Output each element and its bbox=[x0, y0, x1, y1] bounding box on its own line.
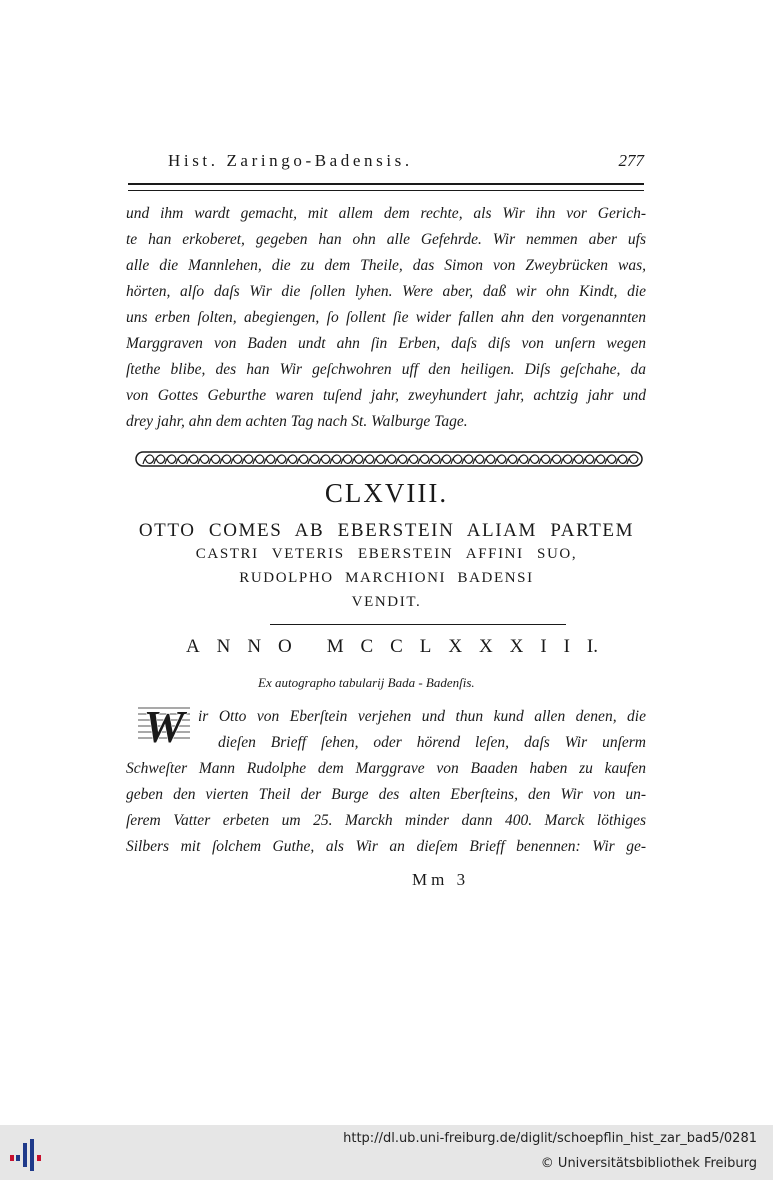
text-line: und ihm wardt gemacht, mit allem dem rechte, als Wir ihn vor Gerich- bbox=[126, 205, 646, 222]
rope-twist bbox=[583, 455, 594, 464]
rope-twist bbox=[231, 455, 242, 464]
rope-twist bbox=[264, 455, 275, 464]
text-line: dieſen Brieff ſehen, oder hörend leſen, daſs Wir unſerm bbox=[218, 734, 646, 751]
rope-twist bbox=[143, 455, 154, 464]
rope-twist bbox=[352, 455, 363, 464]
charter-title-line: VENDIT. bbox=[351, 594, 422, 610]
rope-twist bbox=[154, 455, 165, 464]
rope-twist bbox=[165, 455, 176, 464]
running-header bbox=[128, 151, 644, 177]
rope-twist bbox=[198, 455, 209, 464]
year-letter: A bbox=[186, 636, 200, 657]
text-line: drey jahr, ahn dem achten Tag nach St. Walburge Tage. bbox=[126, 413, 468, 430]
rope-twist bbox=[495, 455, 506, 464]
year-letter: I bbox=[563, 636, 570, 657]
year-letter: I bbox=[540, 636, 547, 657]
year-letter: N bbox=[247, 636, 262, 657]
rope-twist bbox=[473, 455, 484, 464]
year-letter: I. bbox=[586, 636, 598, 657]
rope-twist bbox=[418, 455, 429, 464]
rope-twist bbox=[385, 455, 396, 464]
rope-twist bbox=[341, 455, 352, 464]
rope-twist bbox=[462, 455, 473, 464]
year-letter: C bbox=[390, 636, 403, 657]
rope-twist bbox=[286, 455, 297, 464]
rope-twist bbox=[484, 455, 495, 464]
text-line: geben den vierten Theil der Burge des alten Eberſteins, den Wir von un- bbox=[126, 786, 646, 803]
charter-title-line: CASTRI VETERIS EBERSTEIN AFFINI SUO, bbox=[195, 546, 578, 562]
year-letter: L bbox=[419, 636, 432, 657]
text-line: hörten, alſo daſs Wir die ſollen lyhen. Were aber, daß wir ohn Kindt, die bbox=[126, 283, 646, 300]
viewer-footer bbox=[0, 1125, 773, 1180]
signature-mark: Mm 3 bbox=[412, 870, 470, 889]
initial-letter: W bbox=[143, 701, 185, 746]
rope-twist bbox=[517, 455, 528, 464]
year-letter: N bbox=[216, 636, 231, 657]
source-note: Ex autographo tabularij Bada - Badenſis. bbox=[258, 675, 475, 690]
rope-twist bbox=[308, 455, 319, 464]
text-line: Marggraven von Baden undt ahn ſin Erben, daſs diſs von unſern wegen bbox=[126, 335, 646, 352]
rope-twist bbox=[594, 455, 605, 464]
rope-twist bbox=[429, 455, 440, 464]
year-letter: O bbox=[278, 636, 292, 657]
charter-title-line: RUDOLPHO MARCHIONI BADENSI bbox=[239, 570, 534, 586]
charter-year bbox=[186, 636, 598, 658]
rope-twist bbox=[407, 455, 418, 464]
rope-twist bbox=[176, 455, 187, 464]
rope-twist bbox=[550, 455, 561, 464]
page-number: 277 bbox=[618, 151, 644, 170]
charter-title-line: OTTO COMES AB EBERSTEIN ALIAM PARTEM bbox=[138, 520, 635, 541]
text-line: Silbers mit ſolchem Guthe, als Wir an dieſem Brieff benennen: Wir ge- bbox=[126, 838, 646, 855]
rope-twist bbox=[539, 455, 550, 464]
header-rule bbox=[128, 183, 644, 191]
rope-twist bbox=[374, 455, 385, 464]
running-title: Hist. Zaringo-Badensis. bbox=[168, 151, 413, 170]
charter-number: CLXVIII. bbox=[324, 478, 449, 508]
text-line: uns erben ſolten, abegiengen, ſo ſollent ſie wider fallen ahn den vorgenannten bbox=[126, 309, 646, 326]
text-line: alle die Mannlehen, die zu dem Theile, das Simon von Zweybrücken was, bbox=[126, 257, 646, 274]
rope-twist bbox=[451, 455, 462, 464]
rope-twist bbox=[253, 455, 264, 464]
year-letter: C bbox=[360, 636, 374, 657]
rope-twist bbox=[330, 455, 341, 464]
text-line: von Gottes Geburthe waren tuſend jahr, zweyhundert jahr, achtzig jahr und bbox=[126, 387, 646, 404]
rope-twist bbox=[297, 455, 308, 464]
rope-twist bbox=[220, 455, 231, 464]
rope-twist bbox=[363, 455, 374, 464]
continuation-text bbox=[126, 201, 646, 435]
rope-twist bbox=[319, 455, 330, 464]
rope-twist bbox=[528, 455, 539, 464]
rope-twist bbox=[396, 455, 407, 464]
rope-twist bbox=[572, 455, 583, 464]
rope-twist bbox=[440, 455, 451, 464]
source-url-link[interactable]: http://dl.ub.uni-freiburg.de/diglit/schoepflin_hist_zar_bad5/0281 bbox=[343, 1131, 757, 1146]
text-line: ſtethe blibe, des han Wir geſchwohren uff den heiligen. Diſs geſchahe, da bbox=[126, 361, 646, 378]
year-letter: X bbox=[509, 636, 524, 657]
rope-twist bbox=[506, 455, 517, 464]
rope-twist bbox=[242, 455, 253, 464]
year-letter: M bbox=[326, 636, 344, 657]
rope-twist bbox=[561, 455, 572, 464]
year-letter: X bbox=[479, 636, 493, 657]
text-line: ſerem Vatter erbeten um 25. Marckh minder dann 400. Marck löthiges bbox=[126, 812, 646, 829]
title-rule bbox=[270, 624, 566, 625]
ornament-divider-icon bbox=[135, 449, 643, 469]
rope-twist bbox=[187, 455, 198, 464]
rope-twist bbox=[627, 455, 638, 464]
rope-twist bbox=[275, 455, 286, 464]
year-letter: X bbox=[448, 636, 463, 657]
text-line: ir Otto von Eberſtein verjehen und thun kund allen denen, die bbox=[198, 708, 646, 725]
text-line: te han erkoberet, gegeben han ohn alle Gefehrde. Wir nemmen aber ufs bbox=[126, 231, 646, 248]
rope-twist bbox=[209, 455, 220, 464]
ub-freiburg-logo-icon bbox=[10, 1133, 50, 1173]
charter-text bbox=[126, 704, 646, 860]
copyright-notice: © Universitätsbibliothek Freiburg bbox=[540, 1156, 757, 1171]
rope-twist bbox=[605, 455, 616, 464]
rope-twist bbox=[616, 455, 627, 464]
text-line: Schweſter Mann Rudolphe dem Marggrave von Baaden haben zu kaufen bbox=[126, 760, 646, 777]
